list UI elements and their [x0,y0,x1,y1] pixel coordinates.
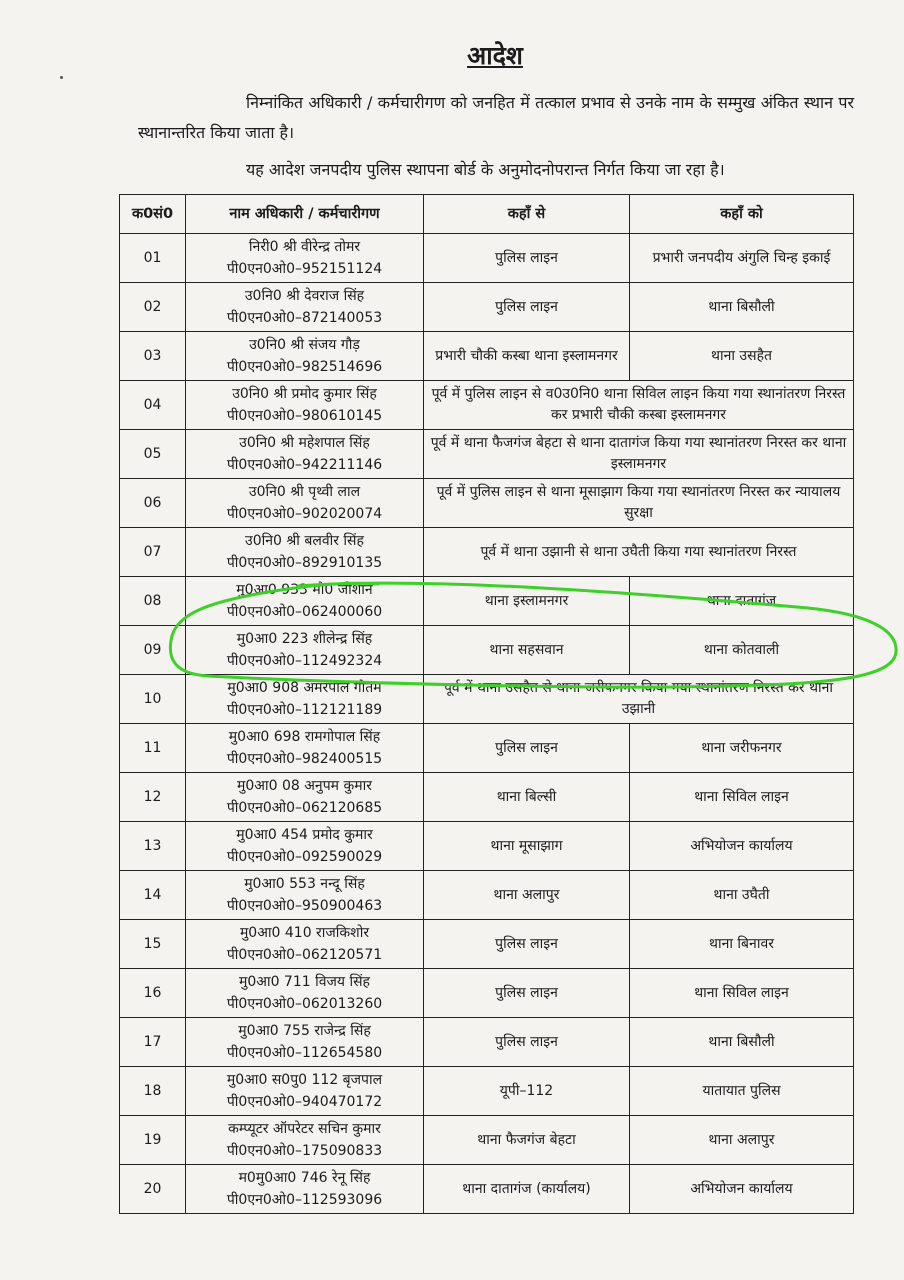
table-row [120,724,854,773]
employee-pno: पी0एन0ओ0–062120685 [226,800,383,816]
employee-name: मु0आ0 933 मौ0 जीशान [236,582,373,598]
employee-name: उ0नि0 श्री प्रमोद कुमार सिंह [232,386,377,402]
row-to: थाना बिनावर [630,920,854,969]
table-row [120,920,854,969]
row-serial: 05 [120,430,186,479]
table-header-row [120,195,854,234]
table-row [120,969,854,1018]
employee-name: मु0आ0 410 राजकिशोर [239,925,370,941]
row-from: यूपी–112 [424,1067,630,1116]
row-remark: पूर्व में थाना उझानी से थाना उघैती किया गया स्थानांतरण निरस्त [424,528,854,577]
transfer-table [119,194,854,1214]
order-paragraph-1: निम्नांकित अधिकारी / कर्मचारीगण को जनहित में तत्काल प्रभाव से उनके नाम के सम्मुख अंकित स्थान पर स्थानान्तरित किया जाता है। [138,93,854,142]
row-serial: 11 [120,724,186,773]
row-remark: पूर्व में पुलिस लाइन से व0उ0नि0 थाना सिविल लाइन किया गया स्थानांतरण निरस्त कर प्रभारी चौकी कस्बा इस्लामनगर [424,381,854,430]
row-remark: पूर्व में थाना उसहैत से थाना जरीफनगर किया गया स्थानांतरण निरस्त कर थाना उझानी [424,675,854,724]
row-from: थाना अलापुर [424,871,630,920]
row-serial: 01 [120,234,186,283]
employee-name: मु0आ0 698 रामगोपाल सिंह [228,729,381,745]
row-serial: 06 [120,479,186,528]
header-serial: क0सं0 [120,195,186,234]
row-employee [186,332,424,381]
table-row [120,381,854,430]
row-remark: पूर्व में थाना फैजगंज बेहटा से थाना दातागंज किया गया स्थानांतरण निरस्त कर थाना इस्लामनगर [424,430,854,479]
row-serial: 03 [120,332,186,381]
row-employee [186,822,424,871]
row-serial: 07 [120,528,186,577]
employee-name: मु0आ0 908 अमरपाल गौतम [227,680,382,696]
employee-pno: पी0एन0ओ0–112121189 [226,702,383,718]
employee-name: कम्प्यूटर ऑपरेटर सचिन कुमार [228,1121,381,1137]
header-to: कहाँ को [630,195,854,234]
row-to: अभियोजन कार्यालय [630,1165,854,1214]
table-row [120,1067,854,1116]
employee-name: निरी0 श्री वीरेन्द्र तोमर [248,239,361,255]
header-name: नाम अधिकारी / कर्मचारीगण [186,195,424,234]
row-employee [186,773,424,822]
row-to: थाना दातागंज [630,577,854,626]
table-row [120,822,854,871]
row-employee [186,577,424,626]
row-employee [186,626,424,675]
order-paragraph-2: यह आदेश जनपदीय पुलिस स्थापना बोर्ड के अनुमोदनोपरान्त निर्गत किया जा रहा है। [246,160,725,179]
table-row [120,1018,854,1067]
employee-name: म0मु0आ0 746 रेनू सिंह [238,1170,371,1186]
table-body [120,234,854,1214]
employee-pno: पी0एन0ओ0–950900463 [226,898,383,914]
row-from: थाना दातागंज (कार्यालय) [424,1165,630,1214]
employee-pno: पी0एन0ओ0–062120571 [226,947,383,963]
employee-pno: पी0एन0ओ0–940470172 [226,1094,383,1110]
table-row [120,528,854,577]
row-to: थाना सिविल लाइन [630,969,854,1018]
row-to: थाना उसहैत [630,332,854,381]
row-employee [186,969,424,1018]
row-from: पुलिस लाइन [424,920,630,969]
table-row [120,626,854,675]
row-from: पुलिस लाइन [424,234,630,283]
row-to: प्रभारी जनपदीय अंगुलि चिन्ह इकाई [630,234,854,283]
employee-pno: पी0एन0ओ0–872140053 [226,310,383,326]
row-from: थाना फैजगंज बेहटा [424,1116,630,1165]
table-row [120,1116,854,1165]
employee-name: मु0आ0 454 प्रमोद कुमार [236,827,373,843]
row-employee [186,724,424,773]
row-employee [186,1165,424,1214]
employee-name: मु0आ0 स0पु0 112 बृजपाल [226,1072,383,1088]
table-row [120,773,854,822]
employee-pno: पी0एन0ओ0–062400060 [226,604,383,620]
row-serial: 10 [120,675,186,724]
row-from: पुलिस लाइन [424,1018,630,1067]
employee-pno: पी0एन0ओ0–982514696 [226,359,383,375]
row-from: थाना बिल्सी [424,773,630,822]
row-from: पुलिस लाइन [424,969,630,1018]
row-to: यातायात पुलिस [630,1067,854,1116]
table-row [120,577,854,626]
employee-pno: पी0एन0ओ0–902020074 [226,506,383,522]
row-from: थाना सहसवान [424,626,630,675]
row-to: थाना जरीफनगर [630,724,854,773]
row-serial: 18 [120,1067,186,1116]
employee-name: मु0आ0 223 शीलेन्द्र सिंह [236,631,373,647]
row-employee [186,1116,424,1165]
row-from: थाना इस्लामनगर [424,577,630,626]
table-row [120,1165,854,1214]
order-title: आदेश [467,41,523,70]
employee-pno: पी0एन0ओ0–062013260 [226,996,383,1012]
table-row [120,675,854,724]
employee-name: मु0आ0 08 अनुपम कुमार [237,778,372,794]
employee-pno: पी0एन0ओ0–892910135 [226,555,383,571]
row-serial: 04 [120,381,186,430]
row-to: थाना बिसौली [630,1018,854,1067]
employee-pno: पी0एन0ओ0–175090833 [226,1143,383,1159]
row-remark: पूर्व में पुलिस लाइन से थाना मूसाझाग किया गया स्थानांतरण निरस्त कर न्यायालय सुरक्षा [424,479,854,528]
employee-pno: पी0एन0ओ0–982400515 [226,751,383,767]
table-row [120,332,854,381]
row-employee [186,1067,424,1116]
table-row [120,871,854,920]
row-from: पुलिस लाइन [424,283,630,332]
row-to: थाना अलापुर [630,1116,854,1165]
row-serial: 02 [120,283,186,332]
row-serial: 15 [120,920,186,969]
row-to: थाना सिविल लाइन [630,773,854,822]
table-row [120,430,854,479]
row-employee [186,1018,424,1067]
row-to: थाना कोतवाली [630,626,854,675]
table-row [120,479,854,528]
row-employee [186,283,424,332]
employee-pno: पी0एन0ओ0–980610145 [226,408,383,424]
employee-name: उ0नि0 श्री बलवीर सिंह [245,533,364,549]
speck [60,76,63,79]
row-employee [186,920,424,969]
row-serial: 14 [120,871,186,920]
row-serial: 12 [120,773,186,822]
table-row [120,283,854,332]
employee-name: उ0नि0 श्री संजय गौड़ [249,337,360,353]
row-serial: 08 [120,577,186,626]
row-employee [186,430,424,479]
employee-name: उ0नि0 श्री पृथ्वी लाल [248,484,361,500]
employee-name: मु0आ0 755 राजेन्द्र सिंह [238,1023,371,1039]
row-to: थाना उघैती [630,871,854,920]
row-employee [186,381,424,430]
employee-pno: पी0एन0ओ0–092590029 [226,849,383,865]
row-serial: 13 [120,822,186,871]
employee-pno: पी0एन0ओ0–942211146 [226,457,383,473]
header-from: कहाँ से [424,195,630,234]
row-from: पुलिस लाइन [424,724,630,773]
row-employee [186,479,424,528]
employee-pno: पी0एन0ओ0–112492324 [226,653,383,669]
employee-pno: पी0एन0ओ0–112593096 [226,1192,383,1208]
row-employee [186,871,424,920]
row-to: थाना बिसौली [630,283,854,332]
row-employee [186,234,424,283]
row-employee [186,528,424,577]
employee-name: मु0आ0 553 नन्दू सिंह [244,876,365,892]
employee-name: उ0नि0 श्री देवराज सिंह [244,288,365,304]
employee-pno: पी0एन0ओ0–112654580 [226,1045,383,1061]
row-to: अभियोजन कार्यालय [630,822,854,871]
employee-name: उ0नि0 श्री महेशपाल सिंह [239,435,370,451]
row-from: प्रभारी चौकी कस्बा थाना इस्लामनगर [424,332,630,381]
row-serial: 09 [120,626,186,675]
row-serial: 17 [120,1018,186,1067]
row-serial: 20 [120,1165,186,1214]
employee-name: मु0आ0 711 विजय सिंह [238,974,370,990]
row-serial: 19 [120,1116,186,1165]
row-employee [186,675,424,724]
table-row [120,234,854,283]
employee-pno: पी0एन0ओ0–952151124 [226,261,383,277]
row-serial: 16 [120,969,186,1018]
row-from: थाना मूसाझाग [424,822,630,871]
